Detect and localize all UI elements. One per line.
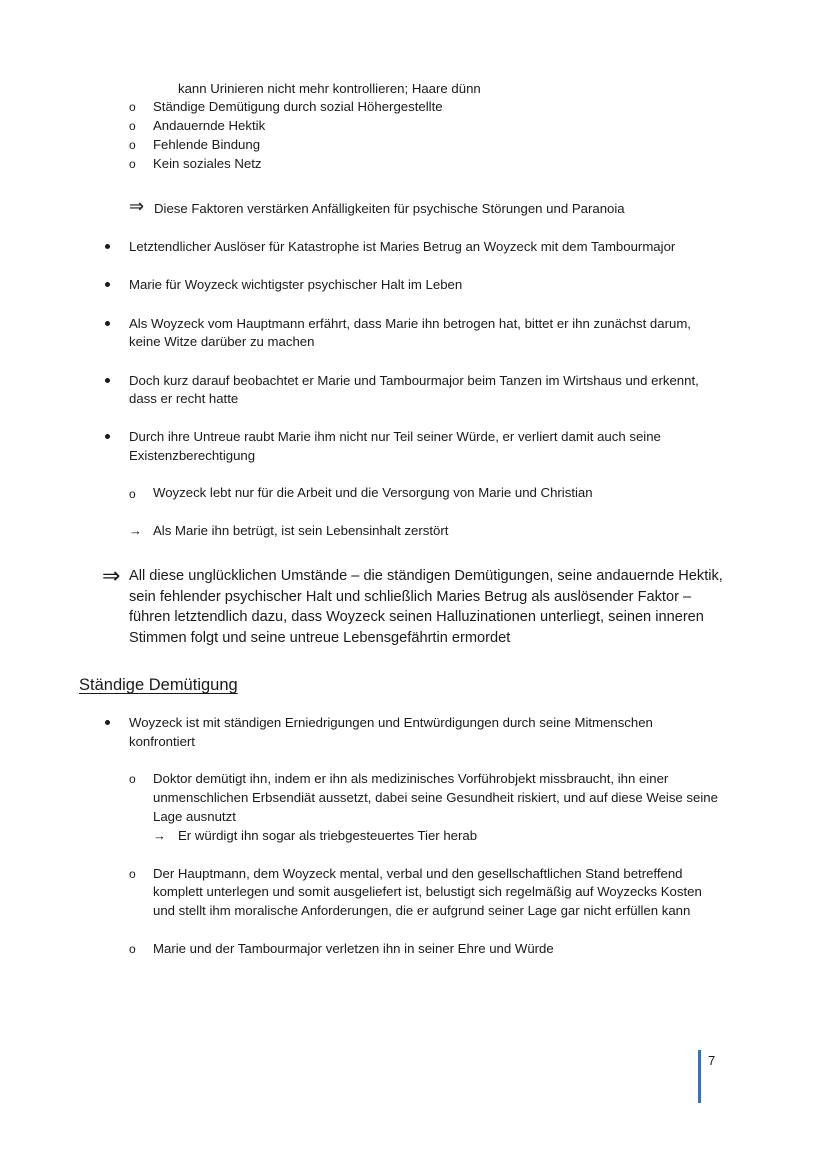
- list-item-cont: konfrontiert: [129, 734, 195, 749]
- bullet-icon: [105, 434, 110, 439]
- list-item: Doktor demütigt ihn, indem er ihn als medizinisches Vorführobjekt missbraucht, ihn einer: [153, 771, 669, 786]
- list-item-cont: Lage ausnutzt: [153, 809, 236, 824]
- list-item: Doch kurz darauf beobachtet er Marie und Tambourmajor beim Tanzen im Wirtshaus und erkennt,: [129, 373, 699, 388]
- list-item-cont: und stellt ihm moralische Anforderungen, die er aufgrund seiner Lage gar nicht erfüllen kann: [153, 903, 691, 918]
- list-item: Als Marie ihn betrügt, ist sein Lebensinhalt zerstört: [153, 523, 449, 538]
- bullet-icon: [105, 720, 110, 725]
- list-item-cont: dass er recht hatte: [129, 391, 239, 406]
- circle-bullet-icon: o: [129, 100, 136, 114]
- bullet-icon: [105, 282, 110, 287]
- list-item: Er würdigt ihn sogar als triebgesteuertes Tier herab: [178, 828, 478, 843]
- circle-bullet-icon: o: [129, 138, 136, 152]
- conclusion-line: Stimmen folgt und seine untreue Lebensgefährtin ermordet: [129, 630, 511, 646]
- circle-bullet-icon: o: [129, 119, 136, 133]
- circle-bullet-icon: o: [129, 157, 136, 171]
- list-item: Durch ihre Untreue raubt Marie ihm nicht nur Teil seiner Würde, er verliert damit auch seine: [129, 429, 661, 444]
- list-item-cont: unmenschlichen Erbsendiät aussetzt, dabei seine Gesundheit riskiert, und auf diese Weise seine: [153, 790, 718, 805]
- bullet-icon: [105, 378, 110, 383]
- section-heading: Ständige Demütigung: [79, 676, 238, 694]
- double-arrow-icon: ⇒: [102, 563, 121, 588]
- list-item: Als Woyzeck vom Hauptmann erfährt, dass Marie ihn betrogen hat, bittet er ihn zunächst darum,: [129, 316, 691, 331]
- list-item: Kein soziales Netz: [153, 156, 262, 171]
- arrow-icon: →: [153, 828, 166, 843]
- bullet-icon: [105, 244, 110, 249]
- circle-bullet-icon: o: [129, 772, 136, 786]
- list-item: Woyzeck lebt nur für die Arbeit und die Versorgung von Marie und Christian: [153, 485, 593, 500]
- double-arrow-icon: ⇒: [129, 196, 145, 216]
- arrow-icon: →: [129, 523, 142, 538]
- conclusion-line: All diese unglücklichen Umstände – die ständigen Demütigungen, seine andauernde Hektik,: [129, 568, 723, 584]
- list-item: Marie für Woyzeck wichtigster psychischer Halt im Leben: [129, 277, 463, 292]
- list-item: Woyzeck ist mit ständigen Erniedrigungen und Entwürdigungen durch seine Mitmenschen: [129, 715, 653, 730]
- list-item: Ständige Demütigung durch sozial Höhergestellte: [153, 99, 443, 114]
- list-item: Marie und der Tambourmajor verletzen ihn in seiner Ehre und Würde: [153, 941, 554, 956]
- list-item: Der Hauptmann, dem Woyzeck mental, verbal und den gesellschaftlichen Stand betreffend: [153, 866, 683, 881]
- list-item-cont: keine Witze darüber zu machen: [129, 334, 315, 349]
- page-number: 7: [708, 1053, 716, 1068]
- conclusion-line: Diese Faktoren verstärken Anfälligkeiten für psychische Störungen und Paranoia: [154, 201, 625, 216]
- conclusion-line: sein fehlender psychischer Halt und schließlich Maries Betrug als auslösender Faktor –: [129, 589, 692, 605]
- list-item: Fehlende Bindung: [153, 137, 261, 152]
- page-number-bar: [698, 1050, 701, 1103]
- list-item-cont: komplett unterlegen und somit ausgeliefert ist, belustigt sich regelmäßig auf Woyzecks Kosten: [153, 884, 702, 899]
- conclusion-line: führen letztendlich dazu, dass Woyzeck seinen Halluzinationen unterliegt, seinen inneren: [129, 609, 704, 625]
- list-item: Letztendlicher Auslöser für Katastrophe ist Maries Betrug an Woyzeck mit dem Tambourmajor: [129, 239, 676, 254]
- bullet-icon: [105, 321, 110, 326]
- list-item: Andauernde Hektik: [153, 118, 266, 133]
- circle-bullet-icon: o: [129, 942, 136, 956]
- circle-bullet-icon: o: [129, 867, 136, 881]
- list-item-cont: Existenzberechtigung: [129, 448, 256, 463]
- circle-bullet-icon: o: [129, 487, 136, 501]
- text-line: kann Urinieren nicht mehr kontrollieren; Haare dünn: [178, 81, 481, 96]
